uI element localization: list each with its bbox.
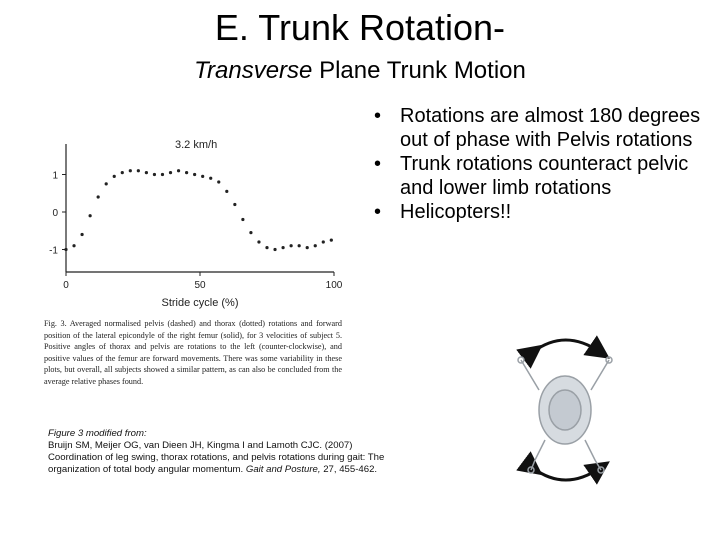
data-point [121,171,124,174]
data-point [129,169,132,172]
data-point [193,173,196,176]
y-tick-label: -1 [49,245,58,257]
rotation-figure-icon [505,330,625,490]
data-point [330,239,333,242]
data-point [281,246,284,249]
data-point [185,171,188,174]
subtitle-rest: Plane Trunk Motion [312,57,526,84]
bullet-icon: • [374,153,382,175]
slide-subtitle [0,56,720,86]
x-tick-label: 100 [325,280,343,291]
data-point [161,173,164,176]
bullet-item [372,152,702,200]
data-point [113,175,116,178]
data-point [64,248,67,251]
helicopter-illustration [505,330,625,490]
data-point [97,195,100,198]
y-tick-label: 1 [52,170,58,182]
data-point [145,171,148,174]
journal-name: Gait and Posture, [245,464,321,475]
data-point [322,240,325,243]
figure-caption: Fig. 3. Averaged normalised pelvis (dashed) and thorax (dotted) rotations and forward position of the lateral epicondyle of the right femur (solid), for 3 velocities of subject 5. Positive angles of thorax and pelvis are rotations to the left (counter-clockwise), and positive values of the femur are forward movements. There was some variability in these plots, but overall, all subjects showed a similar pattern, as can also be concluded from the average relative phases found. [44,319,342,386]
citation-line-3-plain: organization of total body angular momentum. [48,464,246,475]
bottom-rotation-arrow-icon [533,468,600,480]
bullet-icon: • [374,201,382,223]
data-point [209,177,212,180]
data-point [257,240,260,243]
bullet-item [372,104,702,152]
data-point [225,190,228,193]
data-point [169,171,172,174]
data-point [177,169,180,172]
citation-line-2: Coordination of leg swing, thorax rotations, and pelvis rotations during gait: The [48,452,385,463]
citation-block [48,428,448,476]
x-tick-label: 50 [194,280,206,291]
data-point [72,244,75,247]
data-point [298,244,301,247]
bullet-item [372,200,702,224]
data-point [89,214,92,217]
data-point [241,218,244,221]
data-point [249,231,252,234]
data-point [153,173,156,176]
data-point [265,246,268,249]
bullet-list [372,104,702,224]
bullet-text: Trunk rotations counteract pelvic and lower limb rotations [400,153,689,199]
chart-title: 3.2 km/h [175,139,218,151]
citation-line-3 [48,464,448,476]
data-point [233,203,236,206]
data-point [105,182,108,185]
bullet-text: Helicopters!! [400,201,512,223]
x-axis-label: Stride cycle (%) [161,297,239,309]
top-rotation-arrow-icon [533,340,600,352]
data-point [80,233,83,236]
modified-label: Figure 3 modified from: [48,428,147,439]
data-point [137,169,140,172]
rotation-chart [30,122,350,322]
data-point [201,175,204,178]
data-point [314,244,317,247]
bullet-text: Rotations are almost 180 degrees out of phase with Pelvis rotations [400,105,701,151]
bullet-icon: • [374,105,382,127]
subtitle-italic: Transverse [194,57,313,84]
data-point [290,244,293,247]
slide-title: E. Trunk Rotation- [214,7,506,48]
y-tick-label: 0 [52,208,58,219]
body-top-view-icon [518,357,612,473]
citation-line-1: Bruijn SM, Meijer OG, van Dieen JH, Kingma I and Lamoth CJC. (2007) [48,440,353,451]
x-tick-label: 0 [63,280,69,291]
data-point [306,246,309,249]
citation-line-3-end: 27, 455-462. [320,464,378,475]
data-point [217,180,220,183]
data-point [273,248,276,251]
